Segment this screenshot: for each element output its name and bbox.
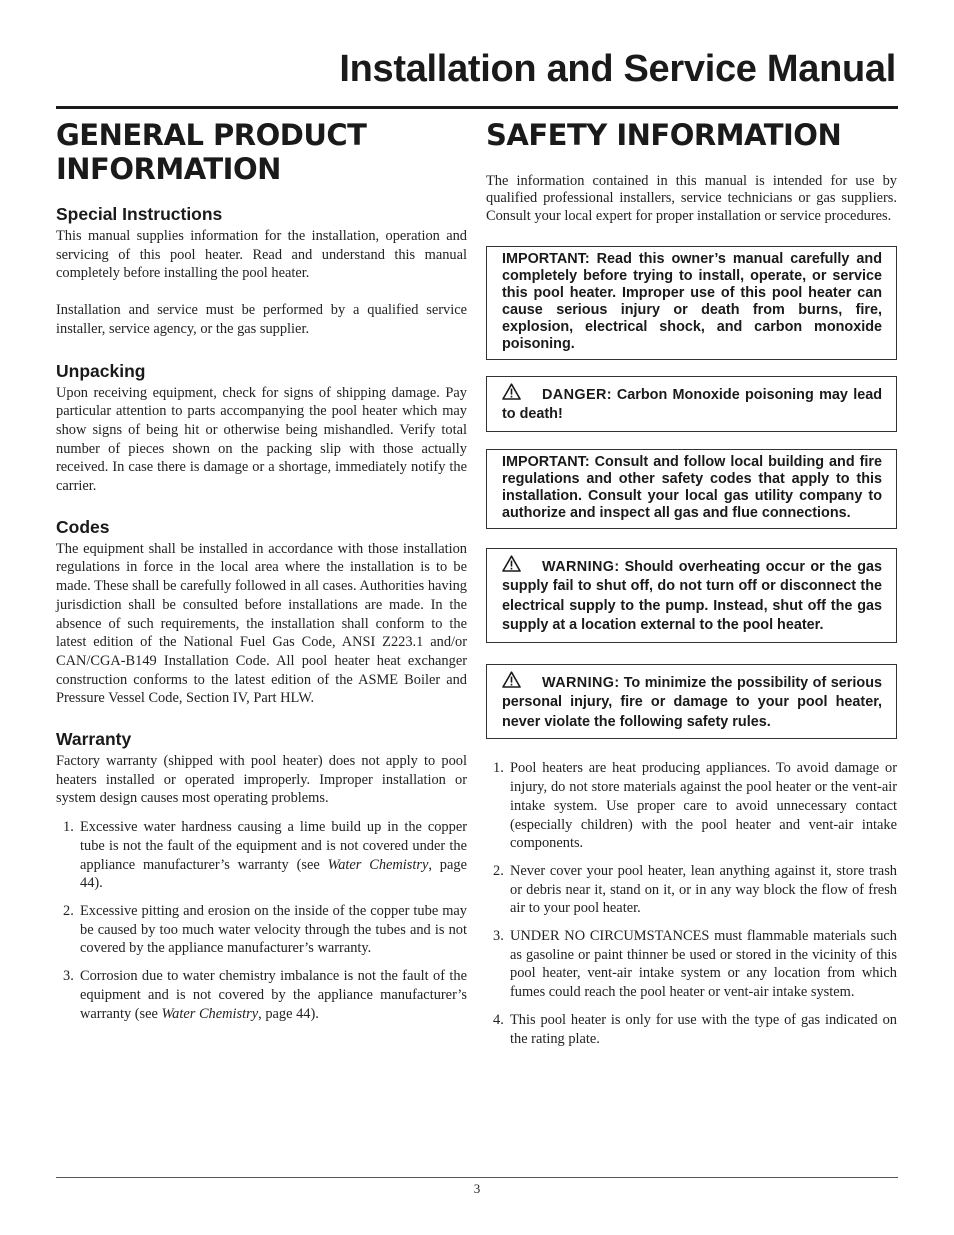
special-instructions-p1: This manual supplies information for the installation, operation and servicing of this pool heater. Read and understand this manual completely before installing the pool heater. xyxy=(56,228,467,282)
general-product-information-column xyxy=(56,118,467,1032)
warranty-p1: Factory warranty (shipped with pool heater) does not apply to pool heaters installed or operated improperly. Improper installation or system design causes most operating problems. xyxy=(56,753,467,807)
safety-rule-1: 1. Pool heaters are heat producing appliances. To avoid damage or injury, do not store materials against the pool heater or the vent-air intake system. Use proper care to avoid unnecessary contact (especially children) with the pool heater and vent-air intake components. xyxy=(493,760,897,852)
warranty-item-1: 1. Excessive water hardness causing a lime build up in the copper tube is not the fault of the equipment and is not covered under the appliance manufacturer’s warranty (see Water Chemistry, page 44). xyxy=(63,819,467,892)
page-title: Installation and Service Manual xyxy=(339,48,896,90)
safety-information-title: SAFETY INFORMATION xyxy=(486,118,842,152)
safety-rule-3: 3. UNDER NO CIRCUMSTANCES must flammable materials such as gasoline or paint thinner be used or stored in the vicinity of this pool heater, vent-air intake system or any location from which fumes could reach the pool heater or vent-air intake system. xyxy=(493,928,897,1001)
danger-text: : Carbon Monoxide poisoning may lead to death! xyxy=(502,386,882,423)
water-chemistry-reference: Water Chemistry xyxy=(327,856,429,873)
header-rule xyxy=(56,106,898,109)
danger-notice xyxy=(486,376,897,432)
warning-triangle-icon xyxy=(502,555,521,572)
safety-intro: The information contained in this manual is intended for use by qualified professional installers, service technicians or gas suppliers. Consult your local expert for proper installation or service procedures. xyxy=(486,173,897,224)
warranty-item-3: 3. Corrosion due to water chemistry imbalance is not the fault of the equipment and is not covered by the appliance manufacturer’s warranty (see Water Chemistry, page 44). xyxy=(63,968,467,1022)
safety-rule-2: 2. Never cover your pool heater, lean anything against it, store trash or debris near it, stand on it, or in any way block the flow of fresh air to your pool heater. xyxy=(493,862,897,917)
general-product-information-title: GENERAL PRODUCT INFORMATION xyxy=(56,118,367,186)
danger-keyword: DANGER xyxy=(542,386,607,403)
warning-keyword: WARNING xyxy=(542,558,615,575)
water-chemistry-reference: Water Chemistry xyxy=(161,1005,259,1022)
warning-text: : To minimize the possibility of serious personal injury, fire or damage to your pool heater, never violate the following safety rules. xyxy=(502,674,882,730)
warning-notice-safety-rules xyxy=(486,664,897,740)
important-notice-owners-manual: IMPORTANT: Read this owner’s manual carefully and completely before trying to install, operate, or service this pool heater. Improper use of this pool heater can cause serious injury or death from burns, fire, explosion, electrical shock, and carbon monoxide poisoning. xyxy=(486,246,897,360)
warranty-list xyxy=(56,818,467,1023)
unpacking-heading: Unpacking xyxy=(56,360,146,381)
important-notice-local-codes: IMPORTANT: Consult and follow local building and fire regulations and other safety codes that apply to this installation. Consult your local gas utility company to authorize and inspect all gas and flue connections. xyxy=(486,449,897,529)
codes-p1: The equipment shall be installed in accordance with those installation regulations in force in the local area where the installation is to be made. These shall be carefully followed in all cases. Authorities having jurisdiction shall be consulted before installations are made. In the absence of such requirements, the installation shall conform to the latest edition of the National Fuel Gas Code, ANSI Z223.1 and/or CAN/CGA-B149 Installation Code. All pool heater heat exchanger construction conforms to the latest edition of the ASME Boiler and Pressure Vessel Code, Section IV, Part HLW. xyxy=(56,540,467,707)
warning-keyword: WARNING xyxy=(542,674,615,691)
special-instructions-p2: Installation and service must be performed by a qualified service installer, service agency, or the gas supplier. xyxy=(56,302,467,337)
special-instructions-heading: Special Instructions xyxy=(56,204,223,224)
unpacking-p1: Upon receiving equipment, check for signs of shipping damage. Pay particular attention to parts accompanying the pool heater which may show signs of being hit or otherwise being mishandled. Verify total number of pieces shown on the packing slip with those actually received. In case there is damage or a shortage, immediately notify the carrier. xyxy=(56,384,467,495)
warning-text: : Should overheating occur or the gas supply fail to shut off, do not turn off or disconnect the electrical supply to the pump. Instead, shut off the gas supply at a location external to the pool heater. xyxy=(502,558,882,634)
safety-rules-list xyxy=(486,759,897,1048)
warranty-item-2: 2. Excessive pitting and erosion on the inside of the copper tube may be caused by too much water velocity through the tubes and is not covered by the appliance manufacturer’s warranty. xyxy=(63,902,467,957)
page-number: 3 xyxy=(473,1181,481,1196)
warning-triangle-icon xyxy=(502,383,521,400)
safety-information-column xyxy=(486,118,897,1057)
warning-triangle-icon xyxy=(502,671,521,688)
warning-notice-overheating xyxy=(486,548,897,643)
safety-rule-4: 4. This pool heater is only for use with the type of gas indicated on the rating plate. xyxy=(493,1011,897,1047)
codes-heading: Codes xyxy=(56,516,110,537)
footer-rule xyxy=(56,1177,898,1178)
warranty-heading: Warranty xyxy=(56,729,132,750)
